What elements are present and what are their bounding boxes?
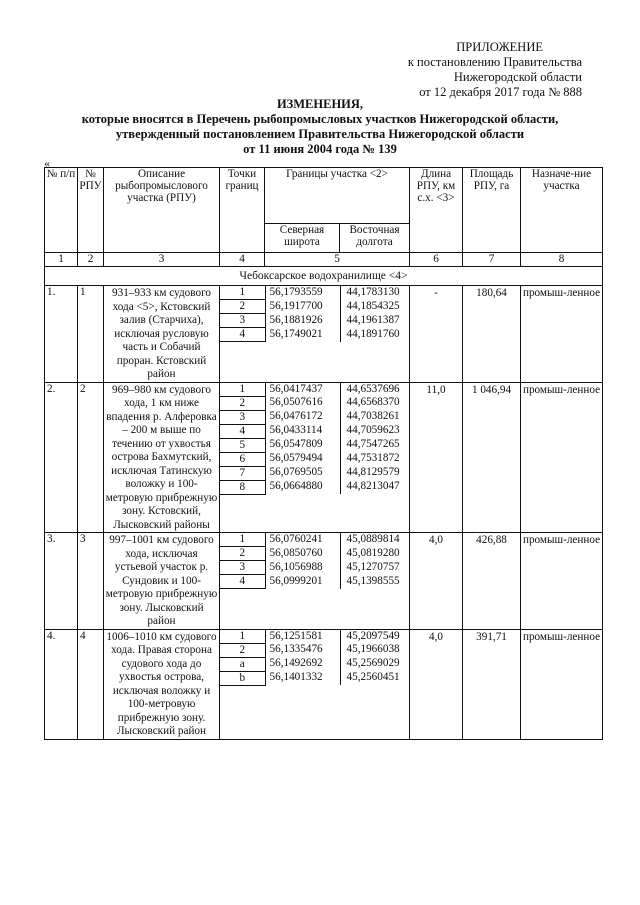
row-area: 426,88 (463, 533, 521, 630)
row-rpu-number: 3 (78, 533, 104, 630)
point-longitude: 44,8213047 (340, 480, 410, 494)
point-latitude: 56,1401332 (269, 671, 323, 683)
table-row (45, 286, 603, 383)
point-longitude: 44,7547265 (340, 438, 410, 452)
point-latitude: 56,1251581 (269, 629, 323, 642)
heading-line: от 11 июня 2004 года № 139 (243, 142, 397, 156)
boundary-point (220, 643, 410, 657)
row-length: 4,0 (410, 629, 463, 739)
point-label: 4 (220, 575, 265, 589)
boundary-point (220, 396, 410, 410)
column-numbers-row (45, 253, 603, 267)
row-rpu-number: 2 (78, 382, 104, 533)
row-purpose: промыш-ленное (521, 286, 603, 383)
point-latitude: 56,0999201 (269, 574, 323, 587)
row-description: 969–980 км судового хода, 1 км ниже впадения р. Алферовка – 200 м выше по течению от ухвостья острова Бахмутский, исключая Татинскую воложку и 100-метровую прибрежную зону. Кстовский, Лысковский районы (104, 382, 220, 533)
point-longitude: 45,0819280 (340, 547, 410, 561)
point-latitude: 56,1917700 (269, 299, 323, 312)
row-purpose: промыш-ленное (521, 382, 603, 533)
point-label: b (220, 671, 265, 685)
point-longitude: 44,7038261 (340, 410, 410, 424)
boundary-point (220, 328, 410, 342)
appendix-line: от 12 декабря 2017 года № 888 (419, 85, 582, 99)
point-longitude: 44,6568370 (340, 396, 410, 410)
column-number: 5 (265, 253, 410, 267)
point-latitude: 56,0547809 (269, 438, 323, 450)
section-title: Чебоксарское водохранилище <4> (45, 267, 603, 286)
row-length: - (410, 286, 463, 383)
changes-table (44, 167, 603, 740)
row-number: 2. (45, 382, 78, 533)
point-label: 1 (220, 286, 265, 300)
point-longitude: 45,1398555 (340, 575, 410, 589)
point-longitude: 44,1854325 (340, 300, 410, 314)
boundary-point (220, 533, 410, 547)
header-length: Длина РПУ, км с.х. <3> (410, 168, 463, 253)
boundary-point (220, 300, 410, 314)
row-boundary-points (220, 286, 410, 383)
boundary-point (220, 383, 410, 397)
table-row (45, 629, 603, 739)
point-label: 3 (220, 314, 265, 328)
point-longitude: 44,7531872 (340, 452, 410, 466)
row-number: 1. (45, 286, 78, 383)
row-area: 180,64 (463, 286, 521, 383)
point-latitude: 56,1749021 (269, 327, 323, 340)
row-length: 11,0 (410, 382, 463, 533)
column-number: 1 (45, 253, 78, 267)
point-longitude: 45,1966038 (340, 643, 410, 657)
boundary-point (220, 314, 410, 328)
heading-line: ИЗМЕНЕНИЯ, (276, 97, 364, 111)
header-bounds: Границы участка <2> (265, 168, 410, 224)
heading-line: которые вносятся в Перечень рыбопромысловых участков Нижегородской области, (81, 112, 559, 126)
column-number: 6 (410, 253, 463, 267)
row-rpu-number: 4 (78, 629, 104, 739)
point-longitude: 45,2560451 (340, 671, 410, 685)
row-purpose: промыш-ленное (521, 533, 603, 630)
appendix-block (352, 40, 582, 100)
boundary-point (220, 657, 410, 671)
point-latitude: 56,1793559 (269, 286, 323, 298)
point-longitude: 45,1270757 (340, 561, 410, 575)
header-purpose: Назначе-ние участка (521, 168, 603, 253)
boundary-point (220, 671, 410, 685)
table-row (45, 382, 603, 533)
column-number: 2 (78, 253, 104, 267)
point-longitude: 44,1783130 (340, 286, 410, 300)
boundary-point (220, 452, 410, 466)
boundary-point (220, 547, 410, 561)
point-longitude: 45,0889814 (340, 533, 410, 547)
point-longitude: 45,2097549 (340, 630, 410, 644)
point-latitude: 56,0417437 (269, 382, 323, 395)
point-latitude: 56,0476172 (269, 410, 323, 422)
point-label: 6 (220, 452, 265, 466)
opening-quote: « (44, 156, 50, 170)
point-latitude: 56,1335476 (269, 643, 323, 655)
point-label: 1 (220, 630, 265, 644)
point-label: 4 (220, 424, 265, 438)
point-latitude: 56,0850760 (269, 546, 323, 559)
header-desc: Описание рыбопромыслового участка (РПУ) (104, 168, 220, 253)
boundary-point (220, 410, 410, 424)
row-area: 391,71 (463, 629, 521, 739)
point-latitude: 56,0579494 (269, 452, 323, 464)
header-lon: Восточная долгота (340, 224, 410, 253)
row-number: 4. (45, 629, 78, 739)
boundary-point (220, 424, 410, 438)
point-longitude: 44,8129579 (340, 466, 410, 480)
row-description: 1006–1010 км судового хода. Правая сторона судового хода до ухвостья острова, исключая воложку и 100-метровую прибрежную зону. Лысковский район (104, 629, 220, 739)
row-length: 4,0 (410, 533, 463, 630)
point-longitude: 45,2569029 (340, 657, 410, 671)
column-number: 3 (104, 253, 220, 267)
header-lat: Северная широта (265, 224, 340, 253)
boundary-point (220, 286, 410, 300)
header-area: Площадь РПУ, га (463, 168, 521, 253)
point-label: 3 (220, 410, 265, 424)
appendix-line: Нижегородской области (453, 70, 582, 84)
point-label: 2 (220, 643, 265, 657)
point-longitude: 44,1961387 (340, 314, 410, 328)
boundary-point (220, 438, 410, 452)
point-label: 1 (220, 533, 265, 547)
point-latitude: 56,0760241 (269, 533, 323, 545)
boundary-point (220, 575, 410, 589)
row-purpose: промыш-ленное (521, 629, 603, 739)
header-n: № п/п (45, 168, 78, 253)
point-label: 5 (220, 438, 265, 452)
point-latitude: 56,0507616 (269, 396, 323, 408)
point-label: 4 (220, 328, 265, 342)
boundary-point (220, 480, 410, 494)
row-rpu-number: 1 (78, 286, 104, 383)
column-number: 7 (463, 253, 521, 267)
appendix-line: к постановлению Правительства (407, 55, 582, 69)
point-label: 2 (220, 547, 265, 561)
column-number: 4 (220, 253, 265, 267)
boundary-point (220, 561, 410, 575)
boundary-point (220, 466, 410, 480)
point-label: 8 (220, 480, 265, 494)
row-boundary-points (220, 629, 410, 739)
table-row (45, 533, 603, 630)
point-label: 1 (220, 383, 265, 397)
point-latitude: 56,1056988 (269, 560, 323, 573)
point-label: 7 (220, 466, 265, 480)
heading-line: утвержденный постановлением Правительства Нижегородской области (115, 127, 525, 141)
point-label: a (220, 657, 265, 671)
point-label: 2 (220, 396, 265, 410)
column-number: 8 (521, 253, 603, 267)
point-label: 2 (220, 300, 265, 314)
point-latitude: 56,0433114 (269, 424, 323, 436)
appendix-title: ПРИЛОЖЕНИЕ (456, 40, 543, 54)
row-area: 1 046,94 (463, 382, 521, 533)
document-heading (0, 97, 640, 157)
row-description: 931–933 км судового хода <5>, Кстовский залив (Старчиха), исключая русловую часть и Собачий проран. Кстовский район (104, 286, 220, 383)
point-longitude: 44,7059623 (340, 424, 410, 438)
header-rpu: № РПУ (78, 168, 104, 253)
point-latitude: 56,1492692 (269, 657, 323, 669)
row-description: 997–1001 км судового хода, исключая устьевой участок р. Сундовик и 100-метровую прибрежную зону. Лысковский район (104, 533, 220, 630)
point-latitude: 56,0769505 (269, 466, 323, 478)
point-latitude: 56,0664880 (269, 480, 323, 492)
point-longitude: 44,6537696 (340, 383, 410, 397)
section-row (45, 267, 603, 286)
point-longitude: 44,1891760 (340, 328, 410, 342)
row-number: 3. (45, 533, 78, 630)
row-boundary-points (220, 533, 410, 630)
point-label: 3 (220, 561, 265, 575)
point-latitude: 56,1881926 (269, 313, 323, 326)
header-points: Точки границ (220, 168, 265, 253)
row-boundary-points (220, 382, 410, 533)
boundary-point (220, 630, 410, 644)
